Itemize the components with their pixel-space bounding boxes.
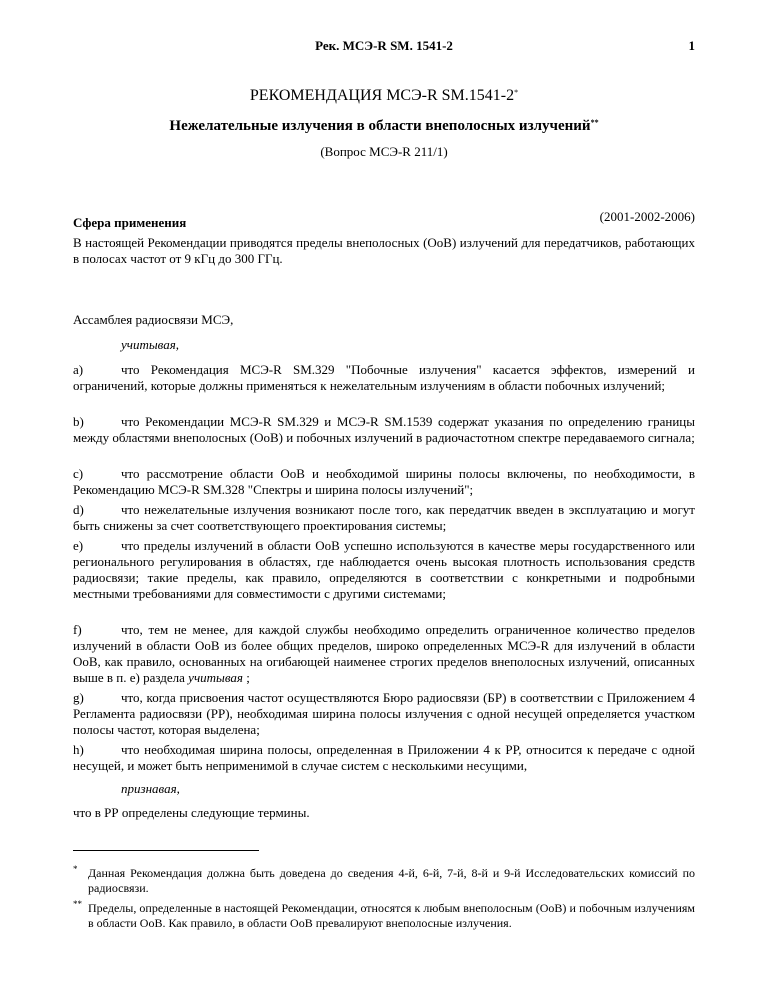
considering-item-g (73, 690, 695, 738)
item-label: a) (73, 362, 84, 377)
page-number: 1 (688, 38, 695, 53)
recommendation-subtitle (73, 117, 695, 135)
footnote-1 (73, 866, 695, 896)
considering-item-c (73, 466, 695, 498)
item-label: b) (73, 414, 84, 429)
footnote-2 (73, 901, 695, 931)
considering-item-d (73, 502, 695, 534)
revision-dates: (2001-2002-2006) (599, 209, 695, 224)
recognizing-heading: признавая, (121, 781, 180, 796)
item-label: e) (73, 538, 84, 553)
recommendation-subtitle-text: Нежелательные излучения в области внеполосных излучений (169, 118, 591, 134)
item-text: что нежелательные излучения возникают после того, как передатчик введен в эксплуатацию и могут быть снижены за счет соответствующего проектирования системы; (73, 502, 695, 533)
item-text-tail: ; (242, 670, 250, 685)
footnote-mark: * (73, 864, 78, 874)
item-label: d) (73, 502, 84, 517)
item-italic-ref: учитывая (188, 670, 243, 685)
footnote-text: Пределы, определенные в настоящей Рекомендации, относятся к любым внеполосным (OoB) и побочным излучениям в области OoB. Как правило, в области OoB превалируют внеполосные излучения. (88, 901, 695, 930)
running-title: Рек. МСЭ-R SM. 1541-2 (315, 38, 453, 53)
item-text: что Рекомендации МСЭ-R SM.329 и МСЭ-R SM.1539 содержат указания по определению границы между областями внеполосных (OoB) и побочных излучений в радиочастотном спектре передаваемого сигнала; (73, 414, 695, 445)
item-label: f) (73, 622, 82, 637)
running-header (73, 38, 695, 54)
considering-item-f (73, 622, 695, 686)
footnote-divider (73, 850, 259, 851)
footnote-ref-1: * (514, 88, 519, 97)
considering-item-a (73, 362, 695, 394)
considering-item-e (73, 538, 695, 602)
item-text: что, когда присвоения частот осуществляются Бюро радиосвязи (БР) в соответствии с Приложением 4 Регламента радиосвязи (РР), необходимая ширина полосы излучения с одной несущей определяется участком полосы частот, которая выделена; (73, 690, 695, 737)
item-label: h) (73, 742, 84, 757)
scope-text: В настоящей Рекомендации приводятся пределы внеполосных (OoB) излучений для передатчиков, работающих в полосах частот от 9 кГц до 300 ГГц. (73, 235, 695, 266)
recognizing-text: что в РР определены следующие термины. (73, 805, 310, 820)
item-label: c) (73, 466, 84, 481)
recommendation-title-text: РЕКОМЕНДАЦИЯ МСЭ-R SM.1541-2 (249, 87, 515, 104)
item-label: g) (73, 690, 84, 705)
question-reference: (Вопрос МСЭ-R 211/1) (320, 144, 448, 159)
considering-heading: учитывая, (121, 337, 180, 352)
item-text: что, тем не менее, для каждой службы необходимо определить ограниченное количество пределов излучений в области OoB из более общих пределов, широко определенных МСЭ-R для излучений в области OoB, как правило, основанных на огибающей наименее строгих пределов внеполосных излучений, описанных выше в п. e) раздела (73, 622, 695, 685)
considering-item-b (73, 414, 695, 446)
footnote-ref-2: ** (590, 118, 599, 127)
item-text: что пределы излучений в области OoB успешно используются в качестве меры государственного или регионального регулирования в областях, где наблюдается очень высокая плотность использования средств радиосвязи; такие пределы, как правило, определяются в соответствии с конкретными и подробными местными требованиями для совместимости с другими системами; (73, 538, 695, 601)
item-text: что необходимая ширина полосы, определенная в Приложении 4 к РР, относится к передаче с одной несущей, и может быть неприменимой в случае систем с несколькими несущими, (73, 742, 695, 773)
assembly-line: Ассамблея радиосвязи МСЭ, (73, 312, 234, 327)
item-text: что рассмотрение области OoB и необходимой ширины полосы включены, по необходимости, в Рекомендацию МСЭ-R SM.328 "Спектры и ширина полосы излучений"; (73, 466, 695, 497)
scope-heading: Сфера применения (73, 215, 187, 230)
considering-item-h (73, 742, 695, 774)
item-text: что Рекомендация МСЭ-R SM.329 "Побочные излучения" касается эффектов, измерений и ограничений, которые должны применяться к нежелательным излучениям в области побочных излучений; (73, 362, 695, 393)
recommendation-title (73, 86, 695, 105)
document-page (73, 0, 695, 994)
footnote-text: Данная Рекомендация должна быть доведена до сведения 4-й, 6-й, 7-й, 8-й и 9-й Исследовательских комиссий по радиосвязи. (88, 866, 695, 895)
footnote-mark: ** (73, 899, 82, 909)
